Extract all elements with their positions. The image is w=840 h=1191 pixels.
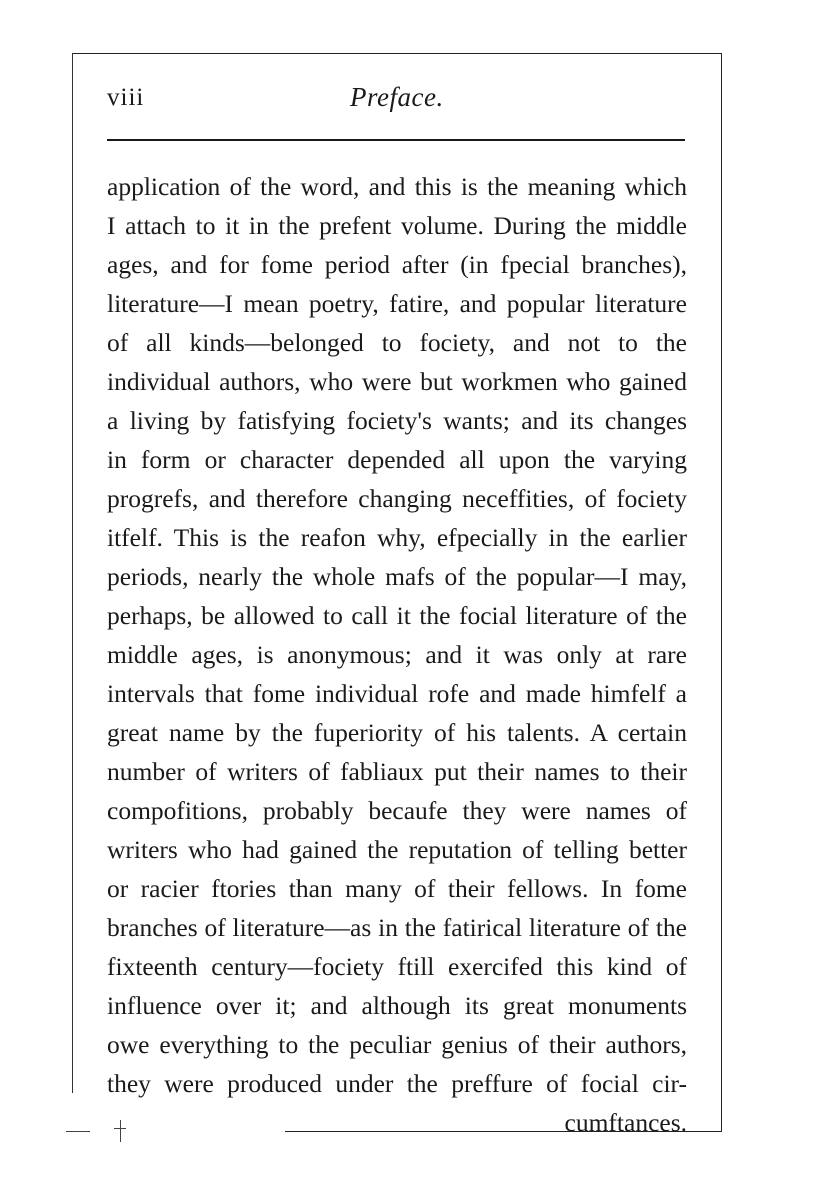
text-line: influence over it; and although its great monuments [107, 991, 687, 1020]
page-frame-top-rule [72, 53, 722, 54]
text-line: of all kinds—belonged to fociety, and not to the [107, 328, 687, 357]
text-line: they were produced under the preffure of focial cir- [107, 1069, 687, 1098]
text-line: owe everything to the peculiar genius of their authors, [107, 1030, 687, 1059]
text-line: writers who had gained the reputation of telling better [107, 835, 687, 864]
text-line: progrefs, and therefore changing neceffities, of fociety [107, 484, 687, 513]
text-line: ages, and for fome period after (in fpecial branches), [107, 250, 687, 279]
text-line: a living by fatisfying fociety's wants; and its changes [107, 406, 687, 435]
text-line: individual authors, who were but workmen who gained [107, 367, 687, 396]
text-line: branches of literature—as in the fatirical literature of the [107, 913, 687, 942]
page-frame-left-rule [72, 53, 73, 1093]
text-line: number of writers of fabliaux put their names to their [107, 757, 687, 786]
text-line: application of the word, and this is the meaning which [107, 172, 687, 201]
text-line: itfelf. This is the reafon why, efpecially in the earlier [107, 523, 687, 552]
text-line: middle ages, is anonymous; and it was only at rare [107, 640, 687, 669]
text-line: fixteenth century—fociety ftill exercifed this kind of [107, 952, 687, 981]
body-text [107, 167, 687, 1142]
text-line: perhaps, be allowed to call it the focial literature of the [107, 601, 687, 630]
text-line: periods, nearly the whole mafs of the popular—I may, [107, 562, 687, 591]
running-title: Preface. [350, 82, 444, 112]
page-frame-right-rule [721, 53, 722, 1131]
text-line: great name by the fuperiority of his talents. A certain [107, 718, 687, 747]
text-line: in form or character depended all upon the varying [107, 445, 687, 474]
catchword: cumftances. [564, 1108, 687, 1137]
text-line: intervals that fome individual rofe and made himfelf a [107, 679, 687, 708]
text-line: I attach to it in the prefent volume. During the middle [107, 211, 687, 240]
page-number: viii [107, 84, 145, 111]
text-line: or racier ftories than many of their fellows. In fome [107, 874, 687, 903]
text-line: compofitions, probably becaufe they were names of [107, 796, 687, 825]
page-frame-bottom-stub [66, 1131, 90, 1132]
text-line: literature—I mean poetry, fatire, and popular literature [107, 289, 687, 318]
header-rule [107, 139, 685, 141]
